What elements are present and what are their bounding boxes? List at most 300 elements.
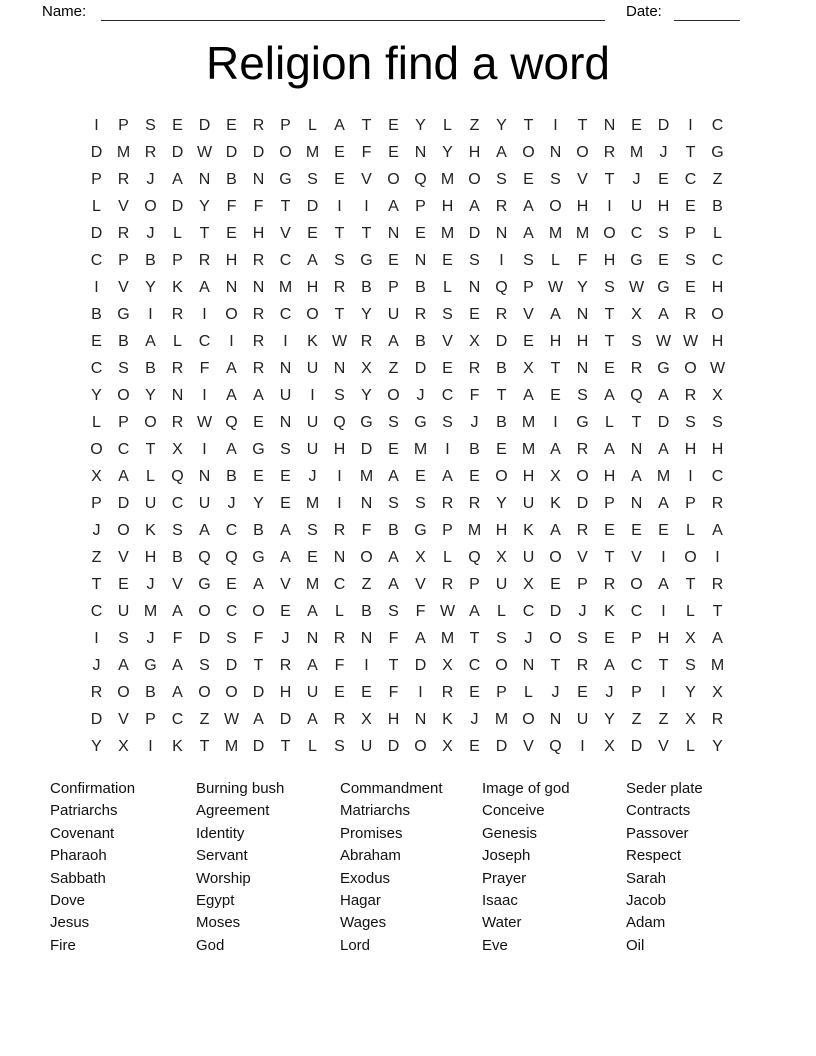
grid-cell-r15c13: S [415,494,426,512]
grid-cell-r14c19: O [576,467,589,485]
grid-cell-r3c14: M [440,170,455,188]
grid-cell-r17c14: L [443,548,452,566]
word-list-item: Prayer [482,869,527,887]
grid-cell-r13c5: I [202,440,207,458]
grid-cell-r12c23: S [685,413,696,431]
grid-cell-r16c21: E [631,521,642,539]
grid-cell-r9c12: A [388,332,399,350]
grid-cell-r15c4: C [171,494,184,512]
grid-cell-r6c7: R [252,251,265,269]
grid-cell-r13c13: M [413,440,428,458]
word-list-item: Genesis [482,824,538,842]
grid-cell-r1c13: Y [415,116,426,134]
grid-cell-r15c24: R [711,494,724,512]
grid-cell-r21c1: J [92,656,101,674]
grid-cell-r22c11: E [361,683,372,701]
grid-cell-r8c10: T [334,305,345,323]
grid-cell-r24c5: T [199,737,210,755]
grid-cell-r19c24: T [712,602,723,620]
grid-cell-r13c17: M [521,440,536,458]
grid-cell-r3c18: S [550,170,561,188]
grid-cell-r12c1: L [92,413,101,431]
grid-cell-r5c6: E [226,224,237,242]
grid-cell-r4c8: T [280,197,291,215]
grid-cell-r20c11: N [360,629,373,647]
grid-cell-r3c12: O [387,170,400,188]
grid-cell-r5c17: A [523,224,534,242]
grid-cell-r12c12: S [388,413,399,431]
grid-cell-r14c15: E [469,467,480,485]
grid-cell-r19c22: I [661,602,666,620]
word-list-item: Oil [626,936,645,954]
grid-cell-r23c21: Z [631,710,642,728]
grid-cell-r19c15: A [469,602,480,620]
grid-cell-r16c12: B [388,521,399,539]
grid-cell-r15c17: U [522,494,535,512]
grid-cell-r9c24: H [711,332,724,350]
grid-cell-r13c7: G [252,440,265,458]
grid-cell-r12c17: M [521,413,536,431]
grid-cell-r8c8: C [279,305,292,323]
grid-cell-r22c5: O [198,683,211,701]
grid-cell-r19c9: A [307,602,318,620]
grid-cell-r15c5: U [198,494,211,512]
grid-cell-r4c19: H [576,197,589,215]
grid-cell-r15c18: K [550,494,561,512]
grid-cell-r13c11: D [360,440,373,458]
grid-cell-r15c22: A [658,494,669,512]
grid-cell-r7c15: N [468,278,481,296]
grid-cell-r3c1: P [91,170,102,188]
grid-cell-r23c17: O [522,710,535,728]
grid-cell-r21c7: T [253,656,264,674]
grid-cell-r4c3: O [144,197,157,215]
grid-cell-r10c9: U [306,359,319,377]
word-list-column-5 [626,778,703,957]
grid-cell-r18c16: U [495,575,508,593]
grid-cell-r24c3: I [148,737,153,755]
grid-cell-r10c18: T [550,359,561,377]
word-list-item: Wages [340,914,387,932]
word-list [50,778,786,957]
grid-cell-r10c10: N [333,359,346,377]
grid-cell-r18c12: A [388,575,399,593]
grid-cell-r12c6: Q [225,413,238,431]
grid-cell-r17c24: I [715,548,720,566]
word-list-column-4 [482,778,626,957]
word-list-item: Contracts [626,802,691,820]
grid-cell-r14c1: X [91,467,102,485]
grid-cell-r13c20: A [604,440,615,458]
grid-cell-r17c18: O [549,548,562,566]
word-list-item: Covenant [50,824,115,842]
grid-cell-r24c10: S [334,737,345,755]
grid-cell-r15c20: P [604,494,615,512]
grid-cell-r11c4: N [171,386,184,404]
grid-cell-r11c19: S [577,386,588,404]
grid-cell-r1c22: D [657,116,670,134]
grid-cell-r20c12: F [388,629,399,647]
grid-cell-r9c3: A [145,332,156,350]
grid-cell-r2c16: A [496,143,507,161]
grid-cell-r23c7: A [253,710,264,728]
grid-cell-r8c18: A [550,305,561,323]
grid-cell-r11c10: S [334,386,345,404]
grid-cell-r21c6: D [225,656,238,674]
grid-cell-r3c17: E [523,170,534,188]
grid-cell-r16c4: S [172,521,183,539]
grid-cell-r18c18: E [550,575,561,593]
grid-cell-r24c12: D [387,737,400,755]
name-label: Name: [42,3,87,20]
grid-cell-r15c3: U [144,494,157,512]
grid-cell-r5c11: T [361,224,372,242]
word-list-item: Respect [626,847,682,865]
grid-cell-r16c8: A [280,521,291,539]
word-list-column-2 [196,778,340,957]
grid-cell-r23c9: A [307,710,318,728]
grid-cell-r19c8: E [280,602,291,620]
grid-cell-r22c2: O [117,683,130,701]
grid-cell-r12c8: N [279,413,292,431]
grid-cell-r22c12: F [388,683,399,701]
grid-cell-r17c15: Q [468,548,481,566]
grid-cell-r21c18: T [550,656,561,674]
grid-cell-r20c7: F [253,629,264,647]
word-list-item: Image of god [482,780,570,797]
grid-cell-r14c7: E [253,467,264,485]
grid-cell-r6c21: G [630,251,643,269]
grid-cell-r13c9: U [306,440,319,458]
grid-cell-r19c21: C [630,602,643,620]
grid-cell-r13c1: O [90,440,103,458]
grid-cell-r24c17: V [523,737,534,755]
grid-cell-r3c21: J [632,170,641,188]
grid-cell-r4c16: R [495,197,508,215]
grid-cell-r10c1: C [90,359,103,377]
grid-cell-r10c24: W [709,359,726,377]
word-list-item: Jesus [50,914,90,932]
grid-cell-r12c10: Q [333,413,346,431]
grid-cell-r10c17: X [523,359,534,377]
grid-cell-r4c20: I [607,197,612,215]
grid-cell-r8c19: N [576,305,589,323]
grid-cell-r7c20: S [604,278,615,296]
grid-cell-r22c9: U [306,683,319,701]
grid-cell-r10c16: B [496,359,507,377]
grid-cell-r22c19: E [577,683,588,701]
word-list-column-3 [340,778,482,957]
grid-cell-r9c8: I [283,332,288,350]
grid-cell-r7c18: W [547,278,564,296]
grid-cell-r19c10: L [335,602,344,620]
grid-cell-r19c23: L [686,602,695,620]
grid-cell-r12c13: G [414,413,427,431]
grid-cell-r7c23: E [685,278,696,296]
grid-cell-r11c22: A [658,386,669,404]
grid-cell-r19c18: D [549,602,562,620]
grid-cell-r19c20: K [604,602,615,620]
grid-cell-r5c13: E [415,224,426,242]
grid-cell-r8c14: S [442,305,453,323]
grid-cell-r2c22: J [659,143,668,161]
grid-cell-r24c21: D [630,737,643,755]
grid-cell-r4c9: D [306,197,319,215]
grid-cell-r7c17: P [523,278,534,296]
grid-cell-r7c24: H [711,278,724,296]
grid-cell-r8c2: G [117,305,130,323]
grid-cell-r2c3: R [144,143,157,161]
grid-cell-r19c17: C [522,602,535,620]
word-list-item: Worship [196,869,251,887]
word-list-item: Patriarchs [50,802,118,820]
grid-cell-r15c11: N [360,494,373,512]
grid-cell-r12c11: G [360,413,373,431]
grid-cell-r3c5: N [198,170,211,188]
grid-cell-r23c1: D [90,710,103,728]
grid-cell-r23c16: M [494,710,509,728]
grid-cell-r22c21: P [631,683,642,701]
grid-cell-r21c21: C [630,656,643,674]
grid-cell-r14c13: E [415,467,426,485]
grid-cell-r23c2: V [118,710,129,728]
grid-cell-r3c15: O [468,170,481,188]
grid-cell-r1c15: Z [469,116,480,134]
grid-cell-r3c6: B [226,170,237,188]
grid-cell-r18c14: R [441,575,454,593]
page-title: Religion find a word [205,37,610,89]
grid-cell-r22c20: J [605,683,614,701]
grid-cell-r18c2: E [118,575,129,593]
grid-cell-r21c14: X [442,656,453,674]
grid-cell-r13c10: H [333,440,346,458]
grid-cell-r22c10: E [334,683,345,701]
grid-cell-r19c19: J [578,602,587,620]
date-blank-line [674,1,740,21]
grid-cell-r22c18: J [551,683,560,701]
grid-cell-r3c19: V [577,170,588,188]
grid-cell-r11c7: A [253,386,264,404]
grid-cell-r6c19: F [577,251,588,269]
grid-cell-r4c1: L [92,197,101,215]
grid-cell-r19c3: M [143,602,158,620]
grid-cell-r21c5: S [199,656,210,674]
grid-cell-r16c13: G [414,521,427,539]
grid-cell-r12c18: I [553,413,558,431]
grid-cell-r20c18: O [549,629,562,647]
grid-cell-r12c9: U [306,413,319,431]
grid-cell-r9c15: X [469,332,480,350]
grid-cell-r8c9: O [306,305,319,323]
grid-cell-r18c22: A [658,575,669,593]
grid-cell-r1c7: R [252,116,265,134]
grid-cell-r5c12: N [387,224,400,242]
grid-cell-r21c2: A [118,656,129,674]
grid-cell-r2c21: M [629,143,644,161]
grid-cell-r1c4: E [172,116,183,134]
grid-cell-r2c11: F [361,143,372,161]
grid-cell-r11c2: O [117,386,130,404]
grid-cell-r8c11: Y [361,305,372,323]
grid-cell-r16c7: B [253,521,264,539]
grid-cell-r16c9: S [307,521,318,539]
grid-cell-r23c14: K [442,710,453,728]
grid-cell-r24c7: D [252,737,265,755]
grid-cell-r1c14: L [443,116,452,134]
grid-cell-r4c17: A [523,197,534,215]
grid-cell-r11c3: Y [145,386,156,404]
grid-cell-r17c8: A [280,548,291,566]
grid-cell-r21c8: R [279,656,292,674]
grid-cell-r16c17: K [523,521,534,539]
grid-cell-r5c22: S [658,224,669,242]
grid-cell-r9c10: W [331,332,348,350]
grid-cell-r9c21: S [631,332,642,350]
grid-cell-r10c3: B [145,359,156,377]
grid-cell-r20c4: F [172,629,183,647]
grid-cell-r9c17: E [523,332,534,350]
grid-cell-r14c10: I [337,467,342,485]
grid-cell-r13c23: H [684,440,697,458]
grid-cell-r7c19: Y [577,278,588,296]
grid-cell-r8c22: A [658,305,669,323]
word-list-item: Servant [196,847,248,865]
grid-cell-r14c18: X [550,467,561,485]
grid-cell-r16c11: F [361,521,372,539]
grid-cell-r1c5: D [198,116,211,134]
grid-cell-r4c21: U [630,197,643,215]
grid-cell-r21c15: C [468,656,481,674]
grid-cell-r10c19: N [576,359,589,377]
grid-cell-r17c6: Q [225,548,238,566]
grid-cell-r23c11: X [361,710,372,728]
grid-cell-r6c18: L [551,251,560,269]
grid-cell-r19c11: B [361,602,372,620]
word-list-item: Egypt [196,892,235,910]
grid-cell-r22c13: I [418,683,423,701]
word-list-item: Joseph [482,847,531,865]
grid-cell-r11c18: E [550,386,561,404]
grid-cell-r13c22: A [658,440,669,458]
grid-cell-r14c2: A [118,467,129,485]
grid-cell-r8c15: E [469,305,480,323]
grid-cell-r1c2: P [118,116,129,134]
grid-cell-r14c20: H [603,467,616,485]
grid-cell-r18c5: G [198,575,211,593]
grid-cell-r13c12: E [388,440,399,458]
grid-cell-r15c2: D [117,494,130,512]
grid-cell-r23c6: W [223,710,240,728]
grid-cell-r15c23: P [685,494,696,512]
grid-cell-r11c13: J [416,386,425,404]
grid-cell-r1c10: A [334,116,345,134]
grid-cell-r1c18: I [553,116,558,134]
word-list-item: Promises [340,824,403,842]
grid-cell-r18c3: J [146,575,155,593]
grid-cell-r12c14: S [442,413,453,431]
grid-cell-r11c11: Y [361,386,372,404]
grid-cell-r2c9: M [305,143,320,161]
word-list-item: Dove [50,892,86,910]
grid-cell-r11c17: A [523,386,534,404]
grid-cell-r7c4: K [172,278,183,296]
grid-cell-r16c24: A [712,521,723,539]
word-list-item: Passover [626,824,689,842]
grid-cell-r16c20: E [604,521,615,539]
grid-cell-r22c24: X [712,683,723,701]
grid-cell-r11c23: R [684,386,697,404]
grid-cell-r21c9: A [307,656,318,674]
grid-cell-r23c19: U [576,710,589,728]
grid-cell-r14c3: L [146,467,155,485]
grid-cell-r1c21: E [631,116,642,134]
grid-cell-r2c5: W [196,143,213,161]
grid-cell-r11c1: Y [91,386,102,404]
grid-cell-r15c7: Y [253,494,264,512]
grid-cell-r10c12: Z [388,359,399,377]
grid-cell-r20c6: S [226,629,237,647]
grid-cell-r6c22: E [658,251,669,269]
grid-cell-r23c20: Y [604,710,615,728]
grid-cell-r12c21: T [631,413,642,431]
grid-cell-r6c20: H [603,251,616,269]
word-list-item: Adam [626,914,666,932]
word-list-item: Abraham [340,847,401,865]
grid-cell-r22c15: E [469,683,480,701]
grid-cell-r15c21: N [630,494,643,512]
grid-cell-r24c8: T [280,737,291,755]
grid-cell-r21c16: O [495,656,508,674]
grid-cell-r19c5: O [198,602,211,620]
grid-cell-r18c7: A [253,575,264,593]
grid-cell-r24c1: Y [91,737,102,755]
grid-cell-r1c23: I [688,116,693,134]
grid-cell-r24c11: U [360,737,373,755]
grid-cell-r17c20: T [604,548,615,566]
grid-cell-r22c7: D [252,683,265,701]
grid-cell-r20c5: D [198,629,211,647]
grid-cell-r9c14: V [442,332,453,350]
grid-cell-r17c7: G [252,548,265,566]
grid-cell-r17c21: V [631,548,642,566]
grid-cell-r9c7: R [252,332,265,350]
grid-cell-r10c20: E [604,359,615,377]
grid-cell-r13c16: E [496,440,507,458]
grid-cell-r5c21: C [630,224,643,242]
grid-cell-r13c6: A [226,440,237,458]
grid-cell-r24c18: Q [549,737,562,755]
grid-cell-r20c19: S [577,629,588,647]
grid-cell-r4c11: I [364,197,369,215]
grid-cell-r5c24: L [713,224,722,242]
grid-cell-r1c20: N [603,116,616,134]
grid-cell-r2c23: T [685,143,696,161]
grid-cell-r16c19: R [576,521,589,539]
grid-cell-r3c2: R [117,170,130,188]
grid-cell-r15c10: I [337,494,342,512]
grid-cell-r17c9: E [307,548,318,566]
grid-cell-r22c4: A [172,683,183,701]
word-list-item: Seder plate [626,780,703,797]
word-list-item: Moses [196,914,241,932]
grid-cell-r10c22: G [657,359,670,377]
grid-cell-r2c18: N [549,143,562,161]
grid-cell-r10c5: F [199,359,210,377]
grid-cell-r2c13: N [414,143,427,161]
grid-cell-r11c8: U [279,386,292,404]
grid-cell-r9c9: K [307,332,318,350]
grid-cell-r18c24: R [711,575,724,593]
